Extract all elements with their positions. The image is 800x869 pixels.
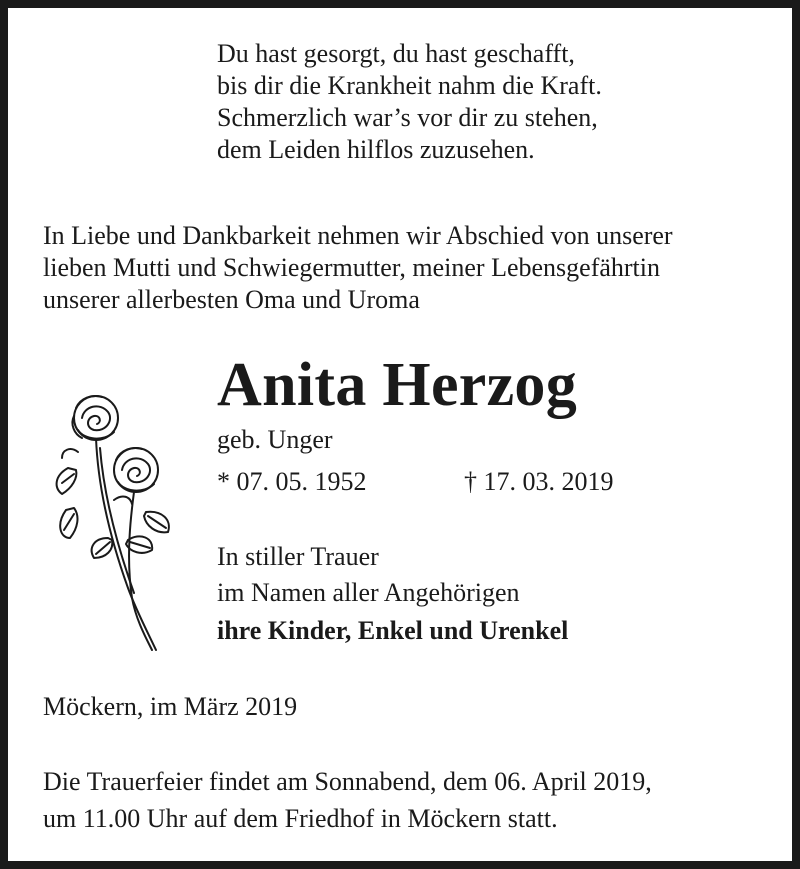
roses-icon [48,388,178,658]
poem-line: Du hast gesorgt, du hast geschafft, [217,39,575,68]
family-signature: ihre Kinder, Enkel und Urenkel [217,616,569,645]
birth-date: * 07. 05. 1952 [217,467,367,496]
deceased-name: Anita Herzog [217,351,578,419]
intro-line: lieben Mutti und Schwiegermutter, meiner Lebensgefährtin [43,253,660,282]
intro-line: unserer allerbesten Oma und Uroma [43,285,420,314]
poem-line: dem Leiden hilflos zuzusehen. [217,135,535,164]
death-date: † 17. 03. 2019 [464,467,614,496]
funeral-info-line: Die Trauerfeier findet am Sonnabend, dem 06. April 2019, [43,767,652,796]
poem-line: bis dir die Krankheit nahm die Kraft. [217,71,602,100]
mourners-line: In stiller Trauer [217,542,379,571]
place-date: Möckern, im März 2019 [43,692,298,721]
intro-line: In Liebe und Dankbarkeit nehmen wir Abschied von unserer [43,221,673,250]
mourners-line: im Namen aller Angehörigen [217,578,520,607]
funeral-info-line: um 11.00 Uhr auf dem Friedhof in Möckern statt. [43,804,558,833]
poem-line: Schmerzlich war’s vor dir zu stehen, [217,103,598,132]
maiden-name: geb. Unger [217,425,333,454]
